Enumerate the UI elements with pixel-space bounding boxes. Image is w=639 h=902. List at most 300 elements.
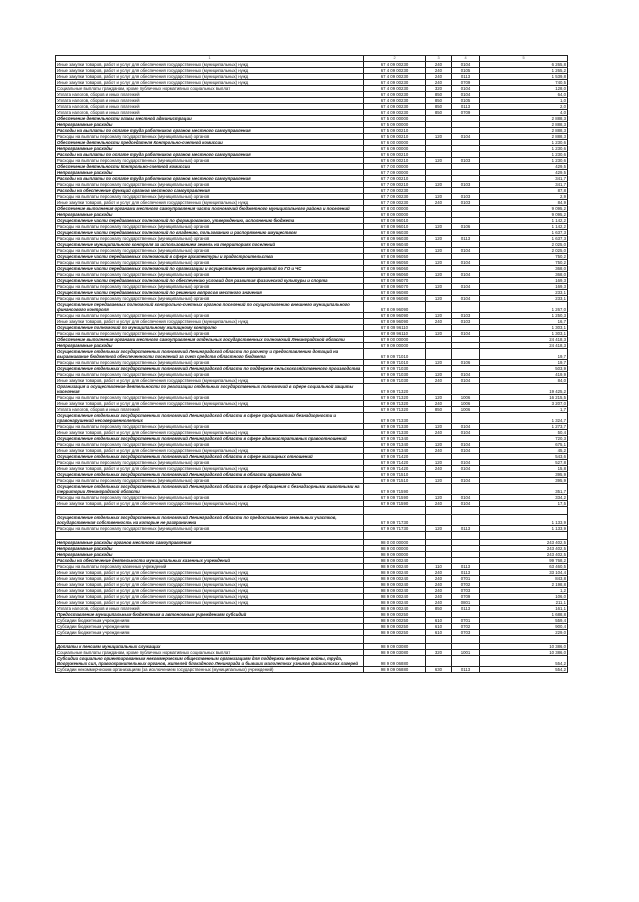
amount-cell: 1 539,8 [480,74,568,80]
amount-cell: 543,6 [480,454,568,460]
row-name-cell: Непрограммные расходы [56,546,364,552]
expense-type-cell: 120 [426,260,452,266]
expense-type-cell: 120 [426,395,452,401]
target-article-cell: 98 9 09 00240 [364,564,426,570]
amount-cell: 1 142,2 [480,224,568,230]
amount-cell: 2 198,8 [480,582,568,588]
table-row [56,349,568,360]
row-name-cell: Иные закупки товаров, работ и услуг для обеспечения государственных (муниципальных) нужд [56,401,364,407]
row-name-cell: Субсидии бюджетным учреждениям [56,630,364,636]
expense-type-cell: 240 [426,378,452,384]
row-name-cell: Субсидии некоммерческим организациям (за исключением государственных (муниципальных) учреждений) [56,667,364,673]
row-name-cell: Осуществление отдельных государственных полномочий Ленинградской области в сфере обращения с безнадзорными животными на территории Ленинградской области [56,484,364,495]
row-name-cell: Расходы на выплаты персоналу государственных (муниципальных) органов [56,284,364,290]
target-article-cell: 67 9 09 71590 [364,495,426,501]
target-article-cell: 67 9 09 71330 [364,430,426,436]
target-article-cell: 67 5 09 00210 [364,128,426,134]
row-name-cell: Расходы на выплаты персоналу государственных (муниципальных) органов [56,224,364,230]
section-cell: 0104 [452,501,480,507]
row-name-cell: Иные закупки товаров, работ и услуг для обеспечения государственных (муниципальных) нужд [56,594,364,600]
section-cell: 0113 [452,74,480,80]
table-row [56,667,568,673]
row-name-cell: Расходы на выплаты персоналу государственных (муниципальных) органов [56,248,364,254]
row-name-cell: Непрограммные расходы [56,122,364,128]
target-article-cell: 98 9 09 00240 [364,588,426,594]
amount-cell: 243 402,5 [480,552,568,558]
expense-type-cell: 240 [426,576,452,582]
expense-type-cell: 120 [426,272,452,278]
amount-cell: 10 386,0 [480,650,568,656]
row-name-cell: Социальные выплаты гражданам, кроме публичных нормативных социальных выплат [56,650,364,656]
amount-cell: 16 215,5 [480,395,568,401]
row-name-cell: Осуществление отдельных государственных полномочий Ленинградской области в сфере жилищных отношений [56,454,364,460]
target-article-cell: 98 9 09 00250 [364,624,426,630]
target-article-cell: 67 6 00 00000 [364,140,426,146]
target-article-cell: 67 8 09 96040 [364,242,426,248]
section-cell [452,349,480,360]
table-row [56,484,568,495]
amount-cell: 750,2 [480,260,568,266]
section-cell [452,302,480,313]
row-name-cell: Субсидии бюджетным учреждениям [56,624,364,630]
target-article-cell: 67 8 09 96030 [364,230,426,236]
amount-cell: 1 133,9 [480,526,568,532]
section-cell: 0113 [452,526,480,532]
target-article-cell: 98 9 09 00250 [364,630,426,636]
section-cell [452,656,480,667]
row-name-cell: Расходы на выплаты персоналу государственных (муниципальных) органов [56,182,364,188]
row-name-cell: Расходы на выплаты персоналу государственных (муниципальных) органов [56,194,364,200]
amount-cell: 233,1 [480,296,568,302]
row-name-cell: Расходы на выплаты персоналу государственных (муниципальных) органов [56,331,364,337]
section-cell [452,413,480,424]
table-row [56,413,568,424]
section-cell: 0702 [452,582,480,588]
target-article-cell: 67 9 09 71590 [364,484,426,495]
amount-cell: 233,1 [480,290,568,296]
row-name-cell [56,507,364,515]
amount-cell: 99 768,2 [480,558,568,564]
target-article-cell: 67 7 09 00210 [364,176,426,182]
amount-cell: 84,9 [480,200,568,206]
amount-cell: 341,7 [480,182,568,188]
expense-type-cell: 120 [426,248,452,254]
amount-cell: 334,2 [480,495,568,501]
row-name-cell: Осуществление отдельных государственных полномочий Ленинградской области по расчету и предоставлению дотаций на выравнивание бюджетной обеспеченности поселений за счет средств областного бюджета [56,349,364,360]
section-cell: 1006 [452,401,480,407]
row-name-cell: Обеспечение деятельности главы местной администрации [56,116,364,122]
target-article-cell: 67 9 00 00000 [364,337,426,343]
target-article-cell: 67 9 09 71510 [364,472,426,478]
row-name-cell: Социальные выплаты гражданам, кроме публичных нормативных социальных выплат [56,86,364,92]
budget-table-body [56,56,568,673]
expense-type-cell: 120 [426,194,452,200]
expense-type-cell: 120 [426,424,452,430]
row-name-cell: Расходы на выплаты персоналу государственных (муниципальных) органов [56,372,364,378]
target-article-cell: 67 9 09 71590 [364,501,426,507]
amount-cell: 243 402,5 [480,546,568,552]
row-name-cell: Осуществление отдельных государственных полномочий Ленинградской области по предоставлению земельных участков, государственная собственность на которые не разграничена [56,515,364,526]
section-cell: 0104 [452,272,480,278]
row-name-cell: Иные закупки товаров, работ и услуг для обеспечения государственных (муниципальных) нужд [56,582,364,588]
section-cell: 0104 [452,460,480,466]
amount-cell: 503,9 [480,366,568,372]
target-article-cell: 67 9 09 71010 [364,349,426,360]
target-article-cell: 67 9 09 71420 [364,460,426,466]
expense-type-cell: 240 [426,62,452,68]
expense-type-cell: 610 [426,618,452,624]
target-article-cell: 67 8 09 96010 [364,224,426,230]
row-name-cell: Расходы на выплаты персоналу государственных (муниципальных) органов [56,526,364,532]
expense-type-cell [426,484,452,495]
table-row [56,384,568,395]
amount-cell: 720,3 [480,436,568,442]
section-cell: 0703 [452,588,480,594]
target-article-cell: 67 9 09 71340 [364,436,426,442]
target-article-cell: 67 6 09 00000 [364,146,426,152]
target-article-cell: 67 8 09 96070 [364,284,426,290]
section-cell: 0709 [452,110,480,116]
expense-type-cell: 850 [426,98,452,104]
amount-cell: 2,0 [480,104,568,110]
row-name-cell: Организация и осуществление деятельности по реализации отдельных государственных полномочий в сфере социальной защиты населения [56,384,364,395]
amount-cell: 900,4 [480,624,568,630]
section-cell: 0709 [452,594,480,600]
row-name-cell: Уплата налогов, сборов и иных платежей [56,407,364,413]
target-article-cell: 67 7 00 00000 [364,164,426,170]
section-cell: 0113 [452,104,480,110]
expense-type-cell [426,515,452,526]
row-name-cell: Уплата налогов, сборов и иных платежей [56,98,364,104]
section-cell [452,532,480,540]
row-name-cell: Осуществление отдельных государственных полномочий Ленинградской области в области архивного дела [56,472,364,478]
section-cell: 0104 [452,331,480,337]
amount-cell: 19 425,2 [480,384,568,395]
row-name-cell: Непрограммные расходы органов местного самоуправления [56,540,364,546]
amount-cell: 559,4 [480,618,568,624]
section-cell: 0105 [452,98,480,104]
target-article-cell: 67 4 09 00230 [364,110,426,116]
row-name-cell: Расходы на выплаты персоналу казенных учреждений [56,564,364,570]
row-name-cell: Уплата налогов, сборов и иных платежей [56,606,364,612]
expense-type-cell [426,636,452,644]
row-name-cell: Расходы на выплаты по оплате труда работников органов местного самоуправления [56,176,364,182]
section-cell: 0103 [452,158,480,164]
row-name-cell: Иные закупки товаров, работ и услуг для обеспечения государственных (муниципальных) нужд [56,588,364,594]
target-article-cell: 98 9 09 06880 [364,656,426,667]
row-name-cell: Расходы на выплаты персоналу государственных (муниципальных) органов [56,236,364,242]
row-name-cell: Непрограммные расходы [56,212,364,218]
target-article-cell: 67 8 00 00000 [364,206,426,212]
section-cell [452,515,480,526]
amount-cell: 2 888,3 [480,128,568,134]
expense-type-cell: 120 [426,526,452,532]
amount-cell: 19,7 [480,360,568,366]
section-cell [452,507,480,515]
expense-type-cell: 610 [426,630,452,636]
target-article-cell: 67 4 09 00230 [364,80,426,86]
row-name-cell: Расходы на выплаты персоналу государственных (муниципальных) органов [56,296,364,302]
expense-type-cell: 240 [426,466,452,472]
section-cell: 0103 [452,200,480,206]
target-article-cell: 98 9 09 00250 [364,612,426,618]
amount-cell: 527,8 [480,460,568,466]
target-article-cell: 67 9 09 71420 [364,454,426,460]
row-name-cell: Расходы на выплаты по оплате труда работников органов местного самоуправления [56,128,364,134]
amount-cell [480,636,568,644]
expense-type-cell: 120 [426,372,452,378]
section-cell: 0103 [452,319,480,325]
section-cell: 0701 [452,618,480,624]
target-article-cell: 67 8 09 96060 [364,272,426,278]
target-article-cell: 67 8 09 96090 [364,302,426,313]
amount-cell: 33 104,4 [480,570,568,576]
table-row [56,656,568,667]
amount-cell: 1 273,7 [480,424,568,430]
target-article-cell: 67 5 00 00000 [364,116,426,122]
expense-type-cell: 240 [426,68,452,74]
target-article-cell: 67 4 09 00230 [364,74,426,80]
amount-cell: 2 025,0 [480,248,568,254]
row-name-cell: Расходы на выплаты персоналу государственных (муниципальных) органов [56,313,364,319]
amount-cell: 1 133,9 [480,515,568,526]
row-name-cell: Осуществление части передаваемых полномочий по решению вопросов местного значения [56,290,364,296]
target-article-cell: 67 8 09 96110 [364,331,426,337]
expense-type-cell: 120 [426,224,452,230]
amount-cell: 169,3 [480,284,568,290]
row-name-cell: Непрограммные расходы [56,343,364,349]
amount-cell: 1,2 [480,588,568,594]
section-cell: 0104 [452,442,480,448]
target-article-cell [364,532,426,540]
amount-cell: 243 402,5 [480,540,568,546]
target-article-cell: 98 0 00 00000 [364,540,426,546]
row-name-cell: Расходы на выплаты персоналу государственных (муниципальных) органов [56,460,364,466]
target-article-cell: 67 9 09 71030 [364,366,426,372]
section-cell: 0104 [452,92,480,98]
expense-type-cell: 240 [426,448,452,454]
row-name-cell: Иные закупки товаров, работ и услуг для обеспечения государственных (муниципальных) нужд [56,200,364,206]
section-cell: 0113 [452,606,480,612]
amount-cell: 4,0 [480,110,568,116]
row-name-cell: Иные закупки товаров, работ и услуг для обеспечения государственных (муниципальных) нужд [56,68,364,74]
table-row [56,302,568,313]
amount-cell: 2 888,3 [480,122,568,128]
section-cell: 0104 [452,296,480,302]
amount-cell: 1 265,2 [480,68,568,74]
amount-cell: 2 888,3 [480,134,568,140]
section-cell: 0113 [452,236,480,242]
amount-cell: 50,4 [480,430,568,436]
target-article-cell: 67 9 09 71010 [364,360,426,366]
amount-cell: 368,0 [480,272,568,278]
target-article-cell: 67 4 09 00230 [364,92,426,98]
target-article-cell: 67 9 09 71510 [364,478,426,484]
target-article-cell: 67 9 09 71320 [364,395,426,401]
target-article-cell: 67 8 09 96110 [364,325,426,331]
amount-cell: 1 267,0 [480,302,568,313]
row-name-cell: Непрограммные расходы [56,146,364,152]
target-article-cell: 98 9 09 06880 [364,667,426,673]
expense-type-cell: 120 [426,495,452,501]
target-article-cell: 98 9 09 00240 [364,582,426,588]
expense-type-cell: 120 [426,296,452,302]
target-article-cell: 67 8 09 96010 [364,218,426,224]
amount-cell: 211,1 [480,600,568,606]
section-cell: 0103 [452,182,480,188]
target-article-cell: 67 8 09 96040 [364,248,426,254]
target-article-cell: 67 9 09 00000 [364,343,426,349]
target-article-cell: 67 7 09 00230 [364,194,426,200]
amount-cell: 169,3 [480,278,568,284]
amount-cell: 395,9 [480,478,568,484]
target-article-cell: 67 9 09 71320 [364,384,426,395]
amount-cell: 19,7 [480,349,568,360]
row-name-cell: Предоставление муниципальным бюджетным и автономным учреждениям субсидий [56,612,364,618]
row-name-cell: Иные закупки товаров, работ и услуг для обеспечения государственных (муниципальных) нужд [56,378,364,384]
row-name-cell: Расходы на выплаты по оплате труда работников органов местного самоуправления [56,152,364,158]
row-name-cell: Субсидии бюджетным учреждениям [56,618,364,624]
amount-cell: 843,8 [480,576,568,582]
row-name-cell: Иные закупки товаров, работ и услуг для обеспечения государственных (муниципальных) нужд [56,319,364,325]
section-cell: 1006 [452,395,480,401]
target-article-cell: 67 7 09 00230 [364,200,426,206]
expense-type-cell [426,507,452,515]
section-cell: 0106 [452,360,480,366]
section-cell: 0106 [452,224,480,230]
target-article-cell: 67 5 09 00000 [364,122,426,128]
row-name-cell: Осуществление части передаваемых полномочий в сфере архитектуры и градостроительства [56,254,364,260]
row-name-cell: Иные закупки товаров, работ и услуг для обеспечения государственных (муниципальных) нужд [56,501,364,507]
row-name-cell: Доплаты к пенсиям муниципальных служащих [56,644,364,650]
target-article-cell: 67 8 09 96080 [364,296,426,302]
amount-cell: 395,9 [480,472,568,478]
document-page [55,55,567,673]
amount-cell: 2,9 [480,194,568,200]
amount-cell: 1 142,2 [480,218,568,224]
amount-cell: 1 230,6 [480,140,568,146]
row-name-cell: Расходы на выплаты персоналу государственных (муниципальных) органов [56,272,364,278]
expense-type-cell: 610 [426,624,452,630]
amount-cell: 1 688,8 [480,612,568,618]
target-article-cell: 67 4 09 00230 [364,86,426,92]
amount-cell: 1,0 [480,98,568,104]
amount-cell: 554,2 [480,667,568,673]
section-cell: 0113 [452,570,480,576]
amount-cell: 351,7 [480,484,568,495]
section-cell: 0113 [452,564,480,570]
amount-cell: 2 025,0 [480,242,568,248]
target-article-cell: 98 9 00 00000 [364,546,426,552]
expense-type-cell: 240 [426,80,452,86]
row-name-cell: Обеспечение деятельности Контрольно-счетной комиссии [56,164,364,170]
amount-cell: 161,1 [480,606,568,612]
target-article-cell: 98 9 09 00240 [364,558,426,564]
row-name-cell: Непрограммные расходы [56,170,364,176]
target-article-cell: 67 7 09 00000 [364,170,426,176]
expense-type-cell: 110 [426,564,452,570]
amount-cell: 229,0 [480,630,568,636]
target-article-cell: 67 6 09 00210 [364,152,426,158]
target-article-cell: 67 9 09 71330 [364,424,426,430]
section-cell: 0104 [452,284,480,290]
row-name-cell: Расходы на выплаты персоналу государственных (муниципальных) органов [56,495,364,501]
expense-type-cell: 120 [426,284,452,290]
target-article-cell: 98 9 09 03080 [364,650,426,656]
target-article-cell: 67 9 09 71420 [364,466,426,472]
row-name-cell: Иные закупки товаров, работ и услуг для обеспечения государственных (муниципальных) нужд [56,466,364,472]
amount-cell: 9 095,2 [480,206,568,212]
amount-cell: 45,2 [480,448,568,454]
target-article-cell: 67 7 09 00210 [364,182,426,188]
row-name-cell: Осуществление части передаваемых полномочий по формированию, утверждению, исполнению бюджета [56,218,364,224]
expense-type-cell: 120 [426,313,452,319]
expense-type-cell: 240 [426,600,452,606]
target-article-cell: 67 8 09 96050 [364,254,426,260]
expense-type-cell: 120 [426,442,452,448]
expense-type-cell: 850 [426,104,452,110]
expense-type-cell: 850 [426,92,452,98]
expense-type-cell: 850 [426,110,452,116]
target-article-cell: 67 9 09 71030 [364,378,426,384]
expense-type-cell: 240 [426,594,452,600]
row-name-cell: Уплата налогов, сборов и иных платежей [56,104,364,110]
section-cell: 0104 [452,430,480,436]
column-number: 1 [56,56,364,62]
target-article-cell: 67 9 09 71330 [364,413,426,424]
target-article-cell: 98 9 09 00240 [364,606,426,612]
expense-type-cell: 240 [426,570,452,576]
row-name-cell: Расходы на выплаты персоналу государственных (муниципальных) органов [56,395,364,401]
section-cell [452,484,480,495]
target-article-cell: 67 9 09 71730 [364,515,426,526]
section-cell: 0103 [452,194,480,200]
amount-cell: 15,8 [480,466,568,472]
amount-cell: 10 386,0 [480,644,568,650]
expense-type-cell [426,384,452,395]
spacer-row [56,636,568,644]
amount-cell: 6 265,8 [480,62,568,68]
expense-type-cell: 120 [426,134,452,140]
section-cell: 0104 [452,248,480,254]
expense-type-cell [426,413,452,424]
row-name-cell: Расходы на выплаты персоналу государственных (муниципальных) органов [56,424,364,430]
target-article-cell: 67 9 09 71340 [364,448,426,454]
row-name-cell: Осуществление передаваемых полномочий контрольно-счетных органов поселений по осуществлению внешнего муниципального финансового контроля [56,302,364,313]
row-name-cell: Иные закупки товаров, работ и услуг для обеспечения государственных (муниципальных) нужд [56,576,364,582]
amount-cell: 1 230,6 [480,152,568,158]
row-name-cell: Расходы на выплаты персоналу государственных (муниципальных) органов [56,260,364,266]
amount-cell: 1 303,1 [480,331,568,337]
amount-cell: 63 460,5 [480,564,568,570]
amount-cell: 16,7 [480,319,568,325]
expense-type-cell: 630 [426,667,452,673]
amount-cell: 1 324,7 [480,413,568,424]
target-article-cell: 67 9 09 71340 [364,442,426,448]
expense-type-cell: 120 [426,360,452,366]
column-number: 5 [480,56,568,62]
target-article-cell: 67 8 09 96070 [364,278,426,284]
target-article-cell: 67 8 09 96060 [364,266,426,272]
row-name-cell: Расходы на обеспечение функций органов местного самоуправления [56,188,364,194]
target-article-cell: 67 8 09 96050 [364,260,426,266]
expense-type-cell [426,302,452,313]
column-number: 3 [426,56,452,62]
row-name-cell: Иные закупки товаров, работ и услуг для обеспечения государственных (муниципальных) нужд [56,80,364,86]
target-article-cell [364,507,426,515]
expense-type-cell: 240 [426,74,452,80]
target-article-cell: 67 9 09 71320 [364,407,426,413]
